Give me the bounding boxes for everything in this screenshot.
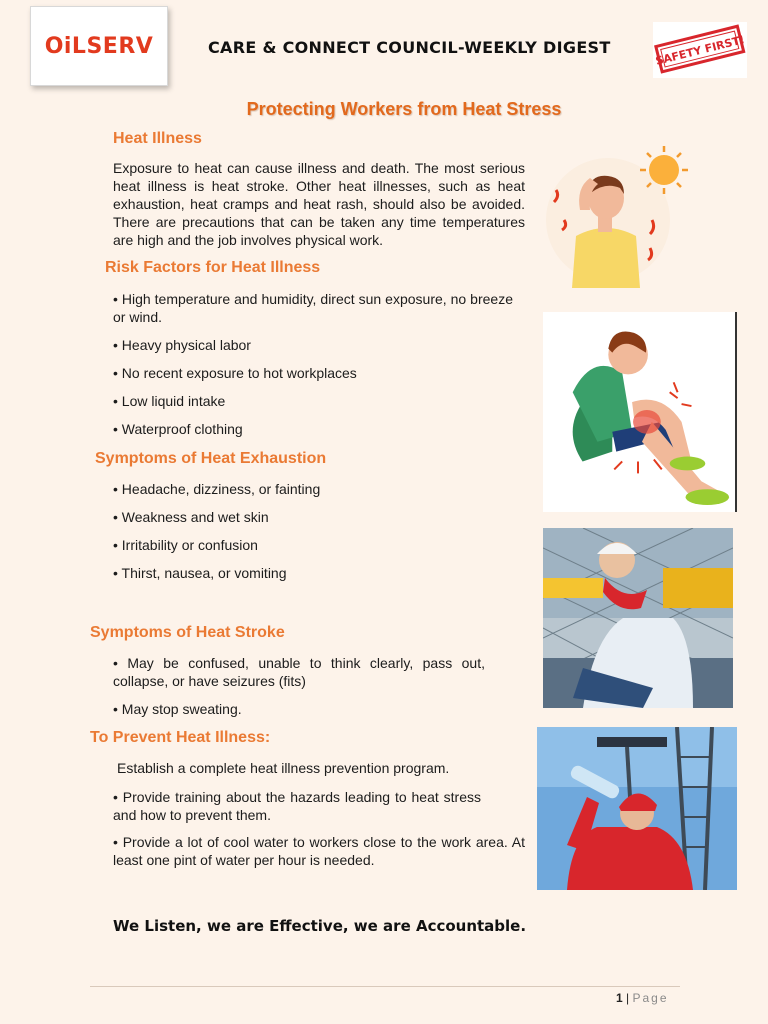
digest-title: CARE & CONNECT COUNCIL-WEEKLY DIGEST (208, 38, 611, 57)
stroke-item: • May be confused, unable to think clearly, pass out, collapse, or have seizures (fits) (113, 655, 485, 689)
heading-heat-illness: Heat Illness (113, 130, 202, 147)
safety-first-stamp (653, 22, 747, 78)
stroke-item: • May stop sweating. (113, 701, 242, 717)
prevent-item: • Provide training about the hazards leading to heat stress and how to prevent them. (113, 789, 481, 823)
fatigued-worker-photo (543, 528, 733, 708)
page-number-value: 1 (616, 991, 623, 1005)
risk-item: • No recent exposure to hot workplaces (113, 365, 357, 381)
page-separator: | (622, 991, 633, 1005)
company-logo (30, 6, 168, 86)
heat-sufferer-illustration (540, 140, 700, 288)
exhaustion-item: • Thirst, nausea, or vomiting (113, 565, 287, 581)
exhaustion-item: • Weakness and wet skin (113, 509, 269, 525)
heading-heat-exhaustion: Symptoms of Heat Exhaustion (95, 450, 327, 467)
heading-heat-stroke: Symptoms of Heat Stroke (90, 624, 285, 641)
logo-text: OiLSERV (44, 33, 154, 59)
footer-divider (90, 986, 680, 987)
stamp-text: SAFETY FIRST! (654, 33, 746, 68)
heading-prevent-heat-illness: To Prevent Heat Illness: (90, 729, 271, 746)
prevent-intro: Establish a complete heat illness prevention program. (117, 760, 450, 776)
worker-drinking-water-photo (537, 727, 737, 890)
risk-item: • Low liquid intake (113, 393, 226, 409)
exhaustion-item: • Irritability or confusion (113, 537, 258, 553)
risk-item: • High temperature and humidity, direct sun exposure, no breeze or wind. (113, 291, 513, 325)
heading-risk-factors: Risk Factors for Heat Illness (105, 259, 321, 276)
page-title: Protecting Workers from Heat Stress (246, 99, 562, 119)
risk-item: • Heavy physical labor (113, 337, 251, 353)
prevent-item: • Provide a lot of cool water to workers close to the work area. At least one pint of water per hour is needed. (113, 834, 525, 868)
page-number (616, 991, 669, 1005)
closing-motto: We Listen, we are Effective, we are Accountable. (113, 917, 527, 935)
page-label: Page (632, 991, 669, 1005)
risk-item: • Waterproof clothing (113, 421, 243, 437)
exhaustion-item: • Headache, dizziness, or fainting (113, 481, 321, 497)
heat-illness-text: Exposure to heat can cause illness and death. The most serious heat illness is heat stroke. Other heat illnesses, such as heat exhaustion, heat cramps and heat rash, should also be avoided. There are precautions that can be taken any time temperatures are high and the job involves physical work. (113, 160, 525, 248)
cramping-worker-illustration (543, 312, 737, 512)
